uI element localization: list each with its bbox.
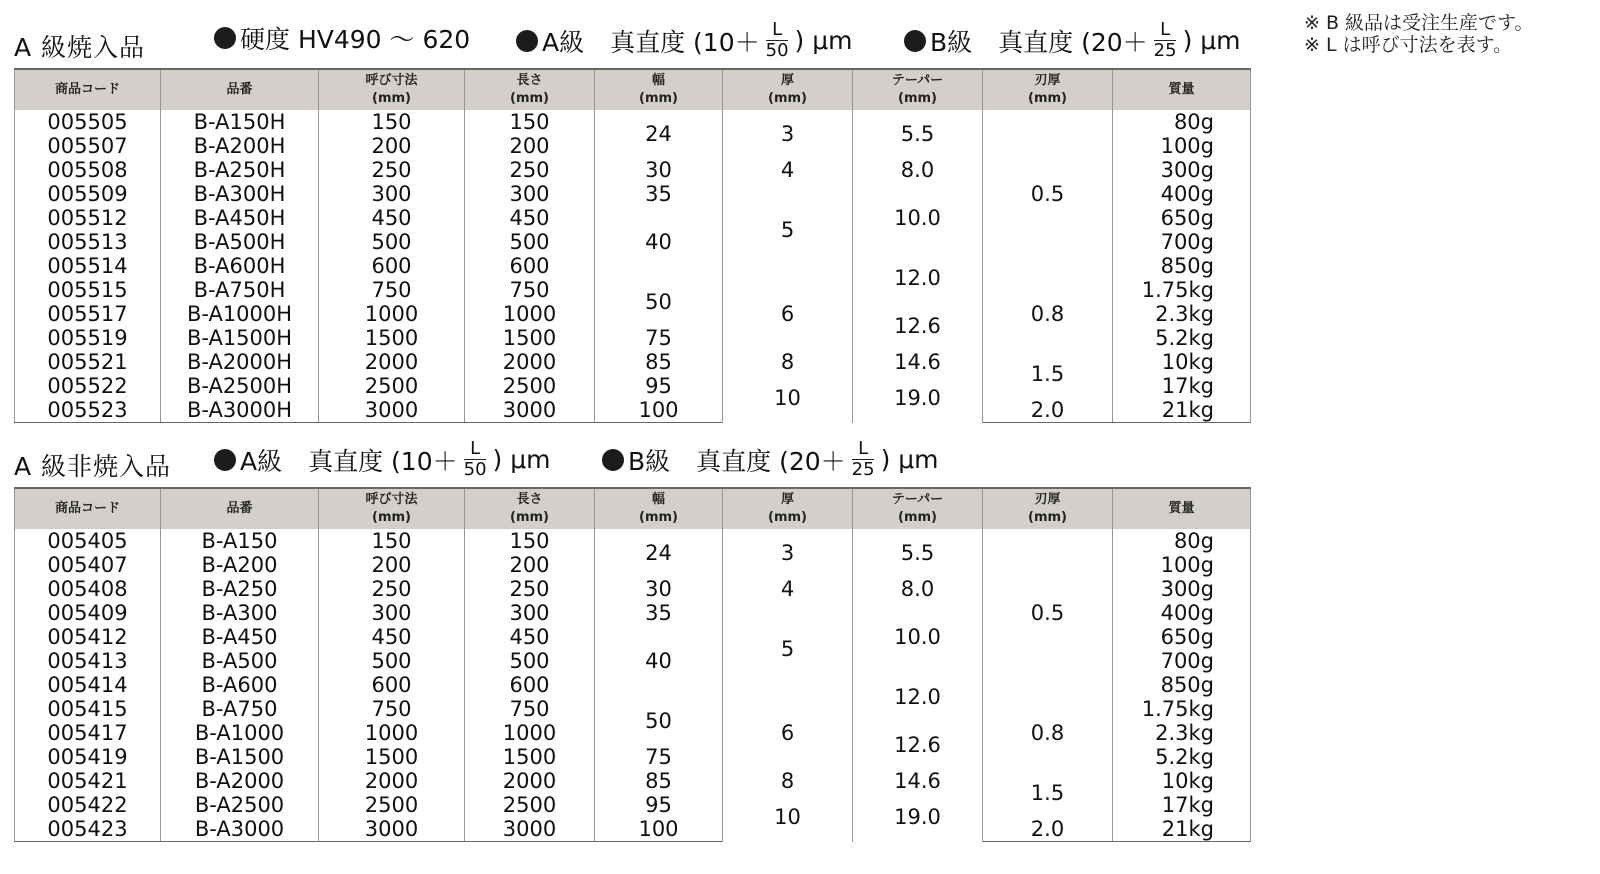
cell-length: 2000 [465,350,595,374]
cell-code: 005507 [15,134,161,158]
cell-nominal-size: 150 [319,529,465,553]
cell-code: 005415 [15,697,161,721]
cell-nominal-size: 250 [319,158,465,182]
header-label: 幅 [651,492,665,507]
grade-a-text: 真直度 (10＋ [308,446,458,476]
grade-a-label: A級 [542,27,585,57]
cell-mass: 10kg [1113,769,1251,793]
cell-width: 30 [595,158,723,182]
header-blade-thickness [983,488,1113,529]
cell-part-number: B-A3000H [161,398,319,423]
cell-mass: 17kg [1113,793,1251,817]
fraction-numerator: L [464,439,486,460]
header-unit: (mm) [1028,91,1067,106]
cell-taper: 19.0 [853,374,983,423]
cell-code: 005515 [15,278,161,302]
header-label: 長さ [516,492,543,507]
cell-thickness: 5 [723,182,853,278]
cell-nominal-size: 200 [319,553,465,577]
section-header [14,14,1250,68]
cell-part-number: B-A200 [161,553,319,577]
cell-nominal-size: 600 [319,254,465,278]
table-row [15,529,1251,553]
cell-length: 300 [465,601,595,625]
bullet-icon [904,30,926,52]
cell-mass: 17kg [1113,374,1251,398]
bullet-icon [214,27,236,49]
cell-code: 005405 [15,529,161,553]
cell-part-number: B-A450H [161,206,319,230]
header-label: 品番 [226,501,253,516]
cell-nominal-size: 300 [319,601,465,625]
cell-mass: 2.3kg [1113,721,1251,745]
cell-mass: 100g [1113,553,1251,577]
cell-mass: 100g [1113,134,1251,158]
cell-thickness: 6 [723,278,853,350]
header-unit: (mm) [510,91,549,106]
cell-taper: 5.5 [853,110,983,158]
cell-mass: 21kg [1113,817,1251,842]
fraction-numerator: L [1154,20,1176,41]
header-unit: (mm) [510,510,549,525]
header-label: 刃厚 [1034,73,1061,88]
cell-taper: 5.5 [853,529,983,577]
cell-code: 005423 [15,817,161,842]
header-label: 品番 [226,82,253,97]
bullet-icon [516,30,538,52]
cell-code: 005419 [15,745,161,769]
cell-width: 35 [595,601,723,625]
fraction-denominator: 50 [463,459,487,480]
header-width [595,69,723,110]
header-unit: (mm) [372,510,411,525]
cell-code: 005512 [15,206,161,230]
header-part-number [161,488,319,529]
cell-length: 750 [465,278,595,302]
table-row [15,398,1251,423]
header-unit: (mm) [639,510,678,525]
cell-code: 005412 [15,625,161,649]
cell-nominal-size: 3000 [319,398,465,423]
cell-length: 2000 [465,769,595,793]
note-l-definition: ※ L は呼び寸法を表す。 [1304,34,1513,56]
fraction [848,439,879,480]
cell-nominal-size: 1500 [319,326,465,350]
cell-part-number: B-A750 [161,697,319,721]
header-row [15,69,1251,110]
fraction [1150,20,1181,61]
cell-mass: 850g [1113,254,1251,278]
fraction-denominator: 25 [1153,40,1177,61]
section-hardened [14,14,1250,423]
cell-length: 200 [465,134,595,158]
fraction-numerator: L [766,20,788,41]
cell-nominal-size: 2500 [319,374,465,398]
cell-mass: 1.75kg [1113,697,1251,721]
header-label: 商品コード [54,501,120,516]
cell-code: 005422 [15,793,161,817]
cell-mass: 300g [1113,577,1251,601]
grade-a-spec [516,20,853,61]
cell-length: 450 [465,625,595,649]
cell-code: 005523 [15,398,161,423]
header-length [465,69,595,110]
header-label: 呼び寸法 [365,73,418,88]
section-non-hardened [14,433,1250,842]
cell-part-number: B-A300 [161,601,319,625]
cell-taper: 12.0 [853,673,983,721]
cell-part-number: B-A200H [161,134,319,158]
cell-nominal-size: 250 [319,577,465,601]
cell-width: 100 [595,817,723,842]
cell-part-number: B-A250H [161,158,319,182]
cell-nominal-size: 2000 [319,769,465,793]
cell-nominal-size: 500 [319,649,465,673]
header-label: 幅 [651,73,665,88]
cell-part-number: B-A2500H [161,374,319,398]
cell-code: 005409 [15,601,161,625]
cell-length: 3000 [465,398,595,423]
cell-width: 40 [595,206,723,278]
cell-width: 85 [595,350,723,374]
table-row [15,697,1251,721]
header-nominal-size [319,488,465,529]
section-title: A 級焼入品 [14,33,146,62]
cell-taper: 14.6 [853,350,983,374]
cell-code: 005517 [15,302,161,326]
cell-nominal-size: 450 [319,206,465,230]
cell-code: 005521 [15,350,161,374]
cell-part-number: B-A2500 [161,793,319,817]
cell-code: 005407 [15,553,161,577]
header-thickness [723,69,853,110]
header-unit: (mm) [372,91,411,106]
grade-b-unit: ) μm [880,445,939,474]
bullet-icon [214,449,236,471]
cell-code: 005505 [15,110,161,134]
cell-nominal-size: 200 [319,134,465,158]
table-row [15,350,1251,374]
cell-nominal-size: 1000 [319,721,465,745]
cell-code: 005508 [15,158,161,182]
cell-mass: 5.2kg [1113,745,1251,769]
cell-nominal-size: 450 [319,625,465,649]
cell-length: 200 [465,553,595,577]
cell-part-number: B-A1500H [161,326,319,350]
cell-length: 500 [465,649,595,673]
header-taper [853,69,983,110]
cell-length: 250 [465,577,595,601]
cell-taper: 10.0 [853,601,983,673]
cell-mass: 2.3kg [1113,302,1251,326]
cell-code: 005513 [15,230,161,254]
hardness-spec [214,20,470,56]
header-label: テーパー [891,492,944,507]
cell-code: 005514 [15,254,161,278]
cell-length: 1500 [465,745,595,769]
cell-length: 600 [465,673,595,697]
hardness-text: 硬度 HV490 ～ 620 [240,25,471,54]
header-label: 商品コード [54,82,120,97]
header-row [15,488,1251,529]
section-header [14,433,1250,487]
cell-part-number: B-A150 [161,529,319,553]
cell-part-number: B-A150H [161,110,319,134]
cell-mass: 21kg [1113,398,1251,423]
cell-nominal-size: 750 [319,278,465,302]
cell-part-number: B-A600 [161,673,319,697]
cell-length: 2500 [465,793,595,817]
grade-a-label: A級 [240,446,283,476]
cell-thickness: 5 [723,601,853,697]
cell-taper: 12.0 [853,254,983,302]
cell-blade: 1.5 [983,350,1113,398]
cell-blade: 0.8 [983,697,1113,769]
grade-b-spec [602,439,939,480]
table-row [15,110,1251,134]
grade-a-spec [214,439,551,480]
grade-a-unit: ) μm [492,445,551,474]
header-nominal-size [319,69,465,110]
grade-b-label: B級 [628,446,671,476]
note-b-grade: ※ B 級品は受注生産です。 [1304,12,1534,34]
header-width [595,488,723,529]
cell-part-number: B-A1000 [161,721,319,745]
fraction-denominator: 50 [765,40,789,61]
cell-mass: 300g [1113,158,1251,182]
cell-width: 95 [595,374,723,398]
table-row [15,817,1251,842]
cell-part-number: B-A450 [161,625,319,649]
cell-blade: 2.0 [983,398,1113,423]
cell-mass: 5.2kg [1113,326,1251,350]
fraction [460,439,491,480]
grade-b-unit: ) μm [1182,26,1241,55]
cell-width: 75 [595,326,723,350]
fraction [762,20,793,61]
cell-part-number: B-A3000 [161,817,319,842]
cell-length: 600 [465,254,595,278]
cell-blade: 2.0 [983,817,1113,842]
cell-nominal-size: 2500 [319,793,465,817]
cell-length: 150 [465,529,595,553]
cell-mass: 10kg [1113,350,1251,374]
grade-a-unit: ) μm [794,26,853,55]
spec-table [14,68,1251,423]
header-label: テーパー [891,73,944,88]
header-label: 質量 [1168,82,1195,97]
cell-code: 005408 [15,577,161,601]
cell-length: 150 [465,110,595,134]
cell-width: 100 [595,398,723,423]
cell-part-number: B-A2000H [161,350,319,374]
cell-nominal-size: 300 [319,182,465,206]
cell-width: 35 [595,182,723,206]
cell-length: 1000 [465,721,595,745]
header-unit: (mm) [898,510,937,525]
header-label: 長さ [516,73,543,88]
bullet-icon [602,449,624,471]
cell-width: 40 [595,625,723,697]
table-row [15,769,1251,793]
cell-mass: 700g [1113,230,1251,254]
notes [1304,12,1534,56]
cell-taper: 8.0 [853,158,983,182]
cell-width: 50 [595,697,723,745]
header-unit: (mm) [1028,510,1067,525]
cell-blade: 0.5 [983,110,1113,278]
cell-width: 30 [595,577,723,601]
header-mass [1113,488,1251,529]
header-unit: (mm) [768,510,807,525]
header-label: 呼び寸法 [365,492,418,507]
cell-mass: 400g [1113,182,1251,206]
cell-nominal-size: 150 [319,110,465,134]
cell-taper: 10.0 [853,182,983,254]
fraction-denominator: 25 [851,459,875,480]
cell-mass: 80g [1113,529,1251,553]
cell-blade: 1.5 [983,769,1113,817]
cell-code: 005417 [15,721,161,745]
cell-part-number: B-A500 [161,649,319,673]
fraction-numerator: L [852,439,874,460]
cell-nominal-size: 2000 [319,350,465,374]
spec-table [14,487,1251,842]
cell-length: 1500 [465,326,595,350]
cell-width: 75 [595,745,723,769]
cell-thickness: 8 [723,350,853,374]
cell-part-number: B-A750H [161,278,319,302]
cell-code: 005519 [15,326,161,350]
cell-length: 1000 [465,302,595,326]
cell-nominal-size: 3000 [319,817,465,842]
cell-nominal-size: 750 [319,697,465,721]
header-code [15,488,161,529]
header-unit: (mm) [639,91,678,106]
cell-taper: 12.6 [853,302,983,350]
header-label: 厚 [780,492,794,507]
cell-thickness: 3 [723,110,853,158]
cell-width: 50 [595,278,723,326]
cell-code: 005414 [15,673,161,697]
cell-part-number: B-A300H [161,182,319,206]
grade-a-text: 真直度 (10＋ [610,27,760,57]
cell-taper: 14.6 [853,769,983,793]
cell-nominal-size: 500 [319,230,465,254]
cell-mass: 650g [1113,206,1251,230]
cell-width: 95 [595,793,723,817]
header-code [15,69,161,110]
header-label: 刃厚 [1034,492,1061,507]
cell-nominal-size: 600 [319,673,465,697]
cell-mass: 700g [1113,649,1251,673]
cell-nominal-size: 1000 [319,302,465,326]
header-blade-thickness [983,69,1113,110]
cell-thickness: 4 [723,158,853,182]
cell-code: 005522 [15,374,161,398]
table-row [15,278,1251,302]
header-thickness [723,488,853,529]
header-length [465,488,595,529]
cell-mass: 650g [1113,625,1251,649]
cell-taper: 12.6 [853,721,983,769]
section-title: A 級非焼入品 [14,452,172,481]
cell-mass: 80g [1113,110,1251,134]
cell-part-number: B-A1500 [161,745,319,769]
cell-length: 250 [465,158,595,182]
cell-code: 005509 [15,182,161,206]
cell-thickness: 6 [723,697,853,769]
cell-taper: 19.0 [853,793,983,842]
header-unit: (mm) [898,91,937,106]
cell-length: 300 [465,182,595,206]
cell-length: 2500 [465,374,595,398]
cell-thickness: 8 [723,769,853,793]
cell-width: 85 [595,769,723,793]
cell-taper: 8.0 [853,577,983,601]
cell-length: 500 [465,230,595,254]
cell-thickness: 10 [723,793,853,842]
cell-mass: 1.75kg [1113,278,1251,302]
grade-b-label: B級 [930,27,973,57]
cell-part-number: B-A2000 [161,769,319,793]
cell-thickness: 10 [723,374,853,423]
cell-part-number: B-A600H [161,254,319,278]
cell-part-number: B-A250 [161,577,319,601]
grade-b-spec [904,20,1241,61]
cell-blade: 0.5 [983,529,1113,697]
cell-nominal-size: 1500 [319,745,465,769]
grade-b-text: 真直度 (20＋ [696,446,846,476]
cell-length: 3000 [465,817,595,842]
header-unit: (mm) [768,91,807,106]
cell-width: 24 [595,110,723,158]
header-label: 厚 [780,73,794,88]
header-taper [853,488,983,529]
grade-b-text: 真直度 (20＋ [998,27,1148,57]
cell-blade: 0.8 [983,278,1113,350]
header-mass [1113,69,1251,110]
header-part-number [161,69,319,110]
cell-part-number: B-A1000H [161,302,319,326]
cell-mass: 850g [1113,673,1251,697]
cell-length: 450 [465,206,595,230]
cell-mass: 400g [1113,601,1251,625]
cell-thickness: 3 [723,529,853,577]
cell-width: 24 [595,529,723,577]
cell-part-number: B-A500H [161,230,319,254]
cell-thickness: 4 [723,577,853,601]
header-label: 質量 [1168,501,1195,516]
cell-code: 005413 [15,649,161,673]
cell-length: 750 [465,697,595,721]
cell-code: 005421 [15,769,161,793]
